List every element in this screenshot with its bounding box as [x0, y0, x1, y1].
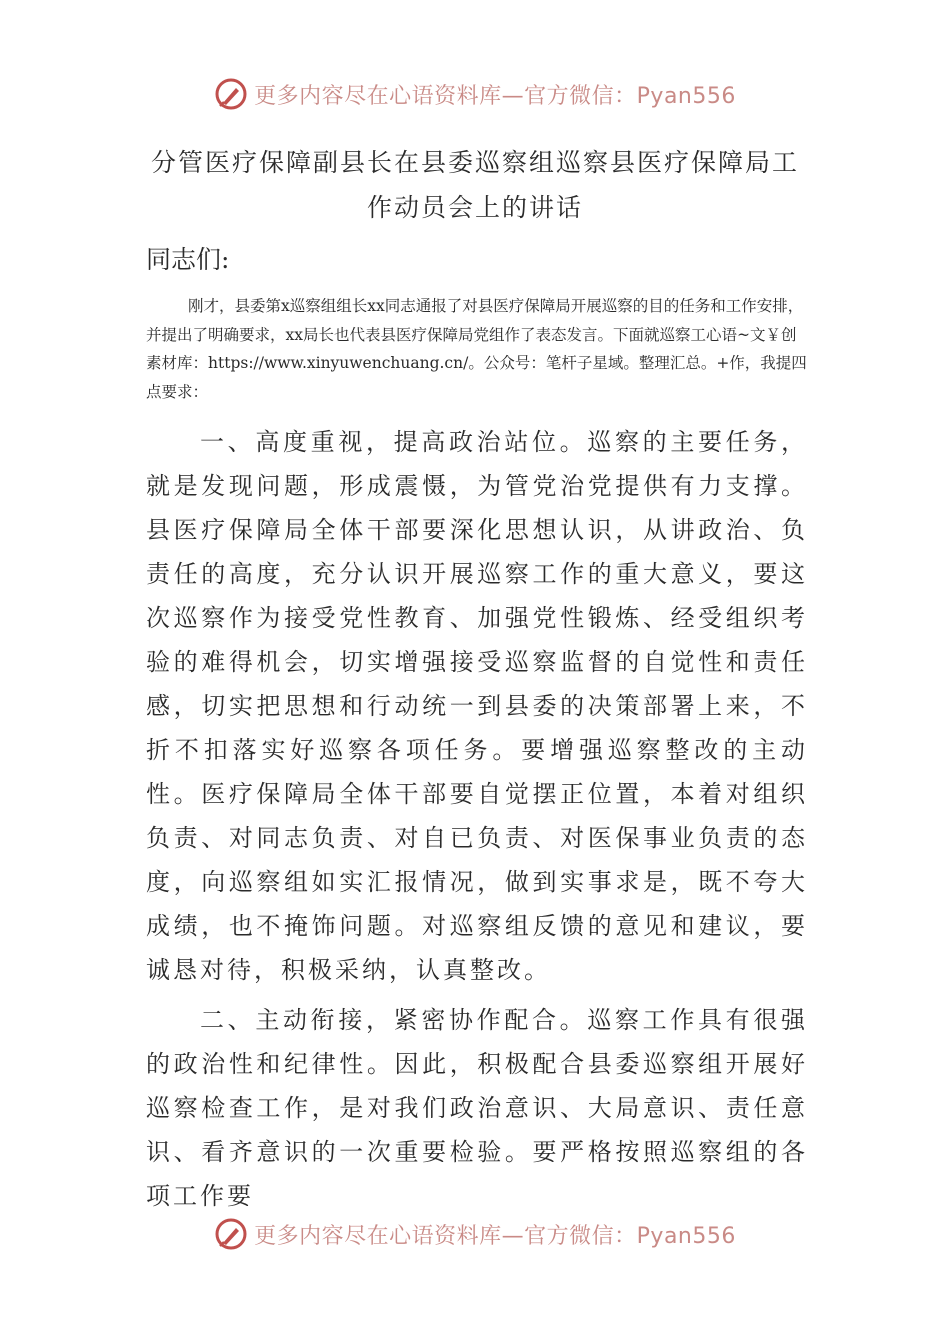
footer-watermark-banner [0, 1214, 950, 1254]
pen-logo-icon [214, 77, 248, 111]
intro-paragraph: 刚才，县委第x巡察组组长xx同志通报了对县医疗保障局开展巡察的目的任务和工作安排，并提出了明确要求，xx局长也代表县医疗保障局党组作了表态发言。下面就巡察工心语~文￥创素材库：https://www.xinyuwenchuang.cn/。公众号：笔杆子星域。整理汇总。+作，我提四点要求： [146, 297, 807, 401]
document-title: 分管医疗保障副县长在县委巡察组巡察县医疗保障局工作动员会上的讲话 [150, 148, 799, 222]
banner-wechat: 官方微信：Pyan556 [524, 83, 736, 109]
banner-text: 更多内容尽在心语资料库—官方微信：Pyan556 [254, 1223, 736, 1249]
body-paragraph: 二、主动衔接，紧密协作配合。巡察工作具有很强的政治性和纪律性。因此，积极配合县委巡察组开展好巡察检查工作，是对我们政治意识、大局意识、责任意识、看齐意识的一次重要检验。要严格按照巡察组的各项工作要 [146, 1006, 808, 1210]
pen-logo-icon [214, 1217, 248, 1251]
banner-text: 更多内容尽在心语资料库—官方微信：Pyan556 [254, 83, 736, 109]
banner-wechat: 官方微信：Pyan556 [524, 1223, 736, 1249]
salutation: 同志们: [146, 245, 230, 274]
body-paragraph: 一、高度重视，提高政治站位。巡察的主要任务，就是发现问题，形成震慑，为管党治党提供有力支撑。县医疗保障局全体干部要深化思想认识，从讲政治、负责任的高度，充分认识开展巡察工作的重大意义，要这次巡察作为接受党性教育、加强党性锻炼、经受组织考验的难得机会，切实增强接受巡察监督的自觉性和责任感，切实把思想和行动统一到县委的决策部署上来，不折不扣落实好巡察各项任务。要增强巡察整改的主动性。医疗保障局全体干部要自觉摆正位置，本着对组织负责、对同志负责、对自已负责、对医保事业负责的态度，向巡察组如实汇报情况，做到实事求是，既不夸大成绩，也不掩饰问题。对巡察组反馈的意见和建议，要诚恳对待，积极采纳，认真整改。 [146, 428, 808, 984]
header-watermark-banner [0, 74, 950, 114]
